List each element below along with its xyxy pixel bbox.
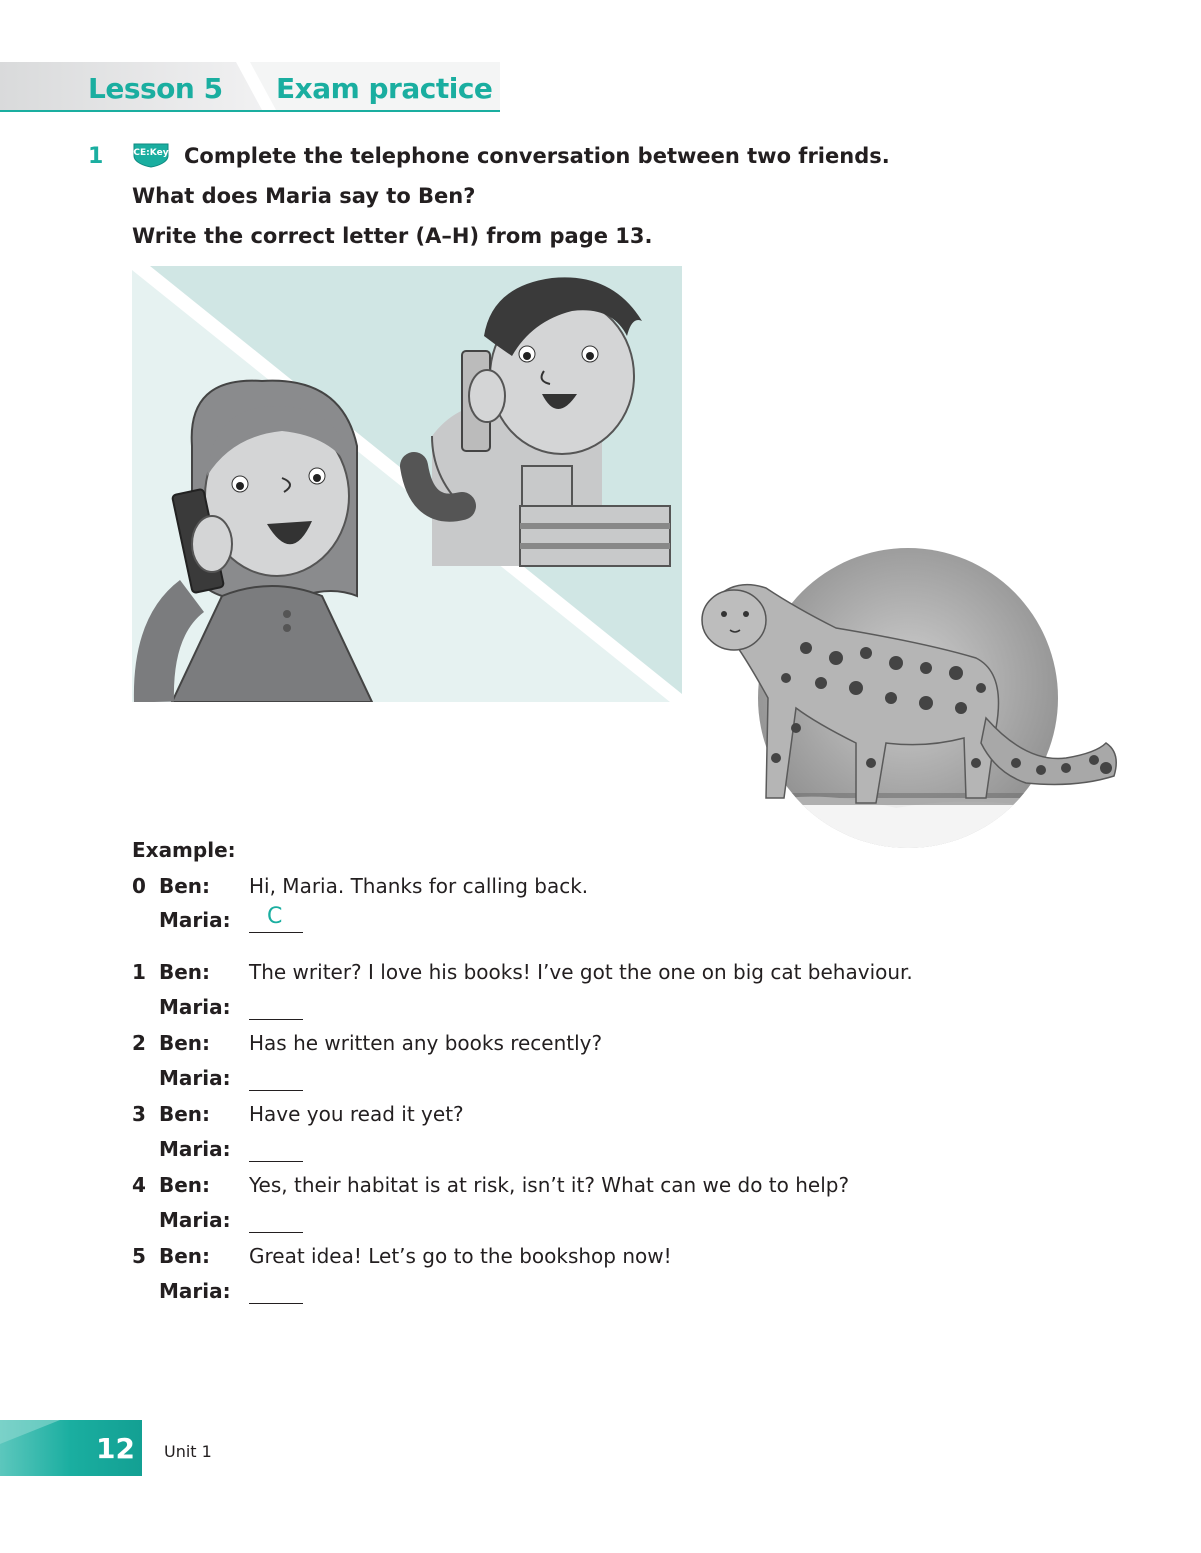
svg-text:CE:Key: CE:Key <box>133 148 169 158</box>
answer-blank[interactable] <box>249 1019 303 1020</box>
example-label: Example: <box>132 838 236 862</box>
answer-blank[interactable] <box>249 1090 303 1091</box>
phone-call-illustration <box>132 266 682 702</box>
answer-blank[interactable] <box>249 1303 303 1304</box>
answer-blank[interactable] <box>249 1232 303 1233</box>
lesson-title: Exam practice <box>276 72 493 105</box>
cekey-shield-icon <box>130 142 172 168</box>
dialogue-item-1-maria <box>132 995 1032 1025</box>
instruction-line-2: What does Maria say to Ben? <box>132 184 476 208</box>
item-number: 0 <box>132 874 146 898</box>
ben-line: Yes, their habitat is at risk, isn’t it? What can we do to help? <box>249 1173 850 1197</box>
dialogue-item-0-ben <box>132 874 1032 904</box>
speaker-maria: Maria: <box>159 1066 231 1090</box>
speaker-maria: Maria: <box>159 1279 231 1303</box>
dialogue-item-1-ben <box>132 960 1032 990</box>
speaker-maria: Maria: <box>159 1208 231 1232</box>
dialogue-item-4-ben <box>132 1173 1032 1203</box>
unit-label: Unit 1 <box>164 1442 212 1461</box>
exercise-number: 1 <box>88 144 104 169</box>
dialogue-item-4-maria <box>132 1208 1032 1238</box>
example-answer: C <box>267 904 283 929</box>
speaker-maria: Maria: <box>159 1137 231 1161</box>
instruction-line-1: Complete the telephone conversation between two friends. <box>184 144 890 168</box>
ben-line: Has he written any books recently? <box>249 1031 603 1055</box>
ben-line: Have you read it yet? <box>249 1102 464 1126</box>
answer-blank[interactable] <box>249 932 303 933</box>
dialogue-item-3-ben <box>132 1102 1032 1132</box>
dialogue-item-2-maria <box>132 1066 1032 1096</box>
item-number: 3 <box>132 1102 146 1126</box>
dialogue-item-3-maria <box>132 1137 1032 1167</box>
dialogue-item-5-maria <box>132 1279 1032 1309</box>
page-number: 12 <box>96 1432 135 1465</box>
speaker-maria: Maria: <box>159 995 231 1019</box>
ben-line: The writer? I love his books! I’ve got the one on big cat behaviour. <box>249 960 913 984</box>
dialogue-item-5-ben <box>132 1244 1032 1274</box>
speaker-ben: Ben: <box>159 1031 211 1055</box>
lesson-label: Lesson 5 <box>88 72 223 105</box>
speaker-ben: Ben: <box>159 1102 211 1126</box>
speaker-maria: Maria: <box>159 908 231 932</box>
snow-leopard-photo <box>696 548 1120 848</box>
header-rule <box>0 110 500 112</box>
instruction-line-3: Write the correct letter (A–H) from page 13. <box>132 224 653 248</box>
item-number: 1 <box>132 960 146 984</box>
item-number: 2 <box>132 1031 146 1055</box>
ben-line: Great idea! Let’s go to the bookshop now! <box>249 1244 672 1268</box>
item-number: 4 <box>132 1173 146 1197</box>
speaker-ben: Ben: <box>159 874 211 898</box>
ben-line: Hi, Maria. Thanks for calling back. <box>249 874 589 898</box>
dialogue-item-0-maria <box>132 904 1032 938</box>
dialogue-item-2-ben <box>132 1031 1032 1061</box>
speaker-ben: Ben: <box>159 960 211 984</box>
speaker-ben: Ben: <box>159 1244 211 1268</box>
speaker-ben: Ben: <box>159 1173 211 1197</box>
item-number: 5 <box>132 1244 146 1268</box>
answer-blank[interactable] <box>249 1161 303 1162</box>
